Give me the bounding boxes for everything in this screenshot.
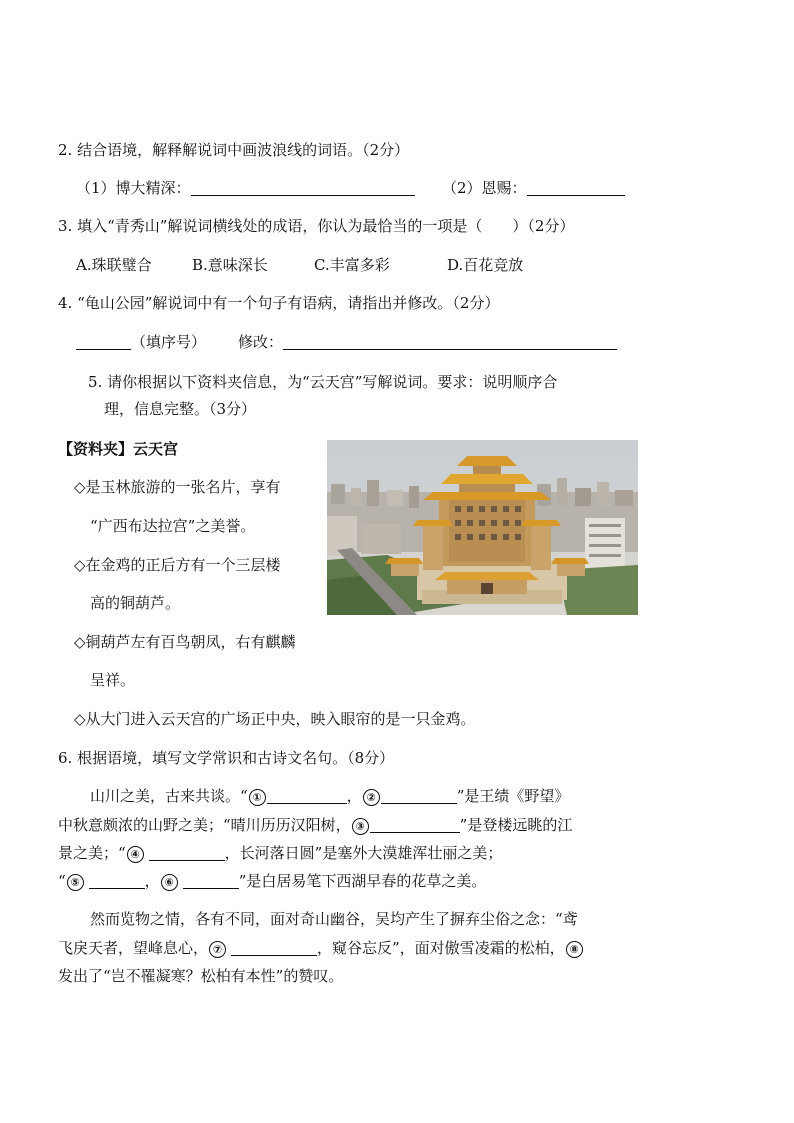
q5-line2: 理，信息完整。（3分） (104, 400, 257, 418)
q3-stem: 3. 填入“青秀山”解说词横线处的成语，你认为最恰当的一项是（ ）（2分） (58, 217, 575, 235)
q2-sub2-blank[interactable] (527, 181, 625, 196)
q6-text: ”是白居易笔下西湖早春的花草之美。 (238, 872, 487, 890)
q6-text: 山川之美，古来共谈。“ (90, 787, 248, 805)
q6-stem: 6. 根据语境，填写文学常识和古诗文名句。（8分） (58, 749, 395, 767)
q6-p1-line1 (90, 786, 569, 806)
blank-mark-4: ④ (127, 846, 144, 863)
q2-sub1-label: （1）博大精深： (76, 179, 191, 197)
q6-text: ”是登楼远眺的江 (459, 816, 573, 834)
q6-p1-line4 (58, 871, 486, 891)
q6-blank-7[interactable] (231, 941, 317, 956)
folder-bullet-2b: 高的铜葫芦。 (90, 594, 181, 612)
blank-mark-1: ① (249, 789, 266, 806)
folder-title: 【资料夹】云天宫 (58, 440, 179, 458)
q6-text: ”是王绩《野望》 (456, 787, 570, 805)
q6-blank-5[interactable] (89, 874, 145, 889)
folder-bullet-3a: ◇铜葫芦左有百鸟朝凤，右有麒麟 (74, 633, 296, 651)
q2-sub2 (442, 178, 625, 198)
q2-sub1 (76, 178, 415, 198)
yuntian-palace-photo (327, 440, 638, 615)
q6-p1-line2 (58, 815, 572, 835)
q6-blank-2[interactable] (381, 789, 457, 804)
q3-option-d[interactable]: D.百花竞放 (447, 256, 524, 274)
q6-text: ，窥谷忘反”，面对傲雪凌霜的松柏， (317, 939, 565, 957)
blank-mark-3: ③ (352, 818, 369, 835)
q4-stem: 4. “龟山公园”解说词中有一个句子有语病，请指出并修改。（2分） (58, 294, 500, 312)
q4-fix-label: 修改： (238, 333, 284, 351)
q6-text: 景之美；“ (58, 844, 126, 862)
q6-text: ，长河落日圆”是塞外大漠雄浑壮丽之美； (224, 844, 503, 862)
q6-p2-line1: 然而览物之情，各有不同，面对奇山幽谷，吴均产生了摒弃尘俗之念：“鸢 (90, 910, 578, 928)
q3-option-c[interactable]: C.丰富多彩 (314, 256, 390, 274)
folder-bullet-4: ◇从大门进入云天宫的广场正中央，映入眼帘的是一只金鸡。 (74, 710, 476, 728)
q6-text: 中秋意颇浓的山野之美；“晴川历历汉阳树， (58, 816, 351, 834)
q6-text: ， (346, 787, 362, 805)
blank-mark-2: ② (363, 789, 380, 806)
q2-stem: 2. 结合语境，解释解说词中画波浪线的词语。（2分） (58, 141, 410, 159)
q2-sub1-blank[interactable] (191, 181, 415, 196)
q6-blank-3[interactable] (370, 818, 460, 833)
q6-text: “ (58, 872, 66, 890)
q4-answer-row (76, 332, 617, 352)
q6-text: ， (144, 872, 160, 890)
q2-sub2-label: （2）恩赐： (442, 179, 527, 197)
folder-bullet-1b: “广西布达拉宫”之美誉。 (90, 517, 256, 535)
q4-seq-label: （填序号） (131, 333, 207, 351)
blank-mark-7: ⑦ (209, 941, 226, 958)
q4-seq-blank[interactable] (76, 335, 131, 350)
folder-bullet-1a: ◇是玉林旅游的一张名片，享有 (74, 478, 281, 496)
blank-mark-6: ⑥ (161, 874, 178, 891)
q6-p2-line2 (58, 938, 584, 958)
q6-blank-4[interactable] (149, 846, 225, 861)
q4-fix-blank[interactable] (283, 335, 617, 350)
q6-blank-1[interactable] (267, 789, 347, 804)
q6-p2-line3: 发出了“岂不罹凝寒？松柏有本性”的赞叹。 (58, 967, 344, 985)
q3-option-b[interactable]: B.意味深长 (192, 256, 268, 274)
q6-blank-6[interactable] (183, 874, 239, 889)
q6-p1-line3 (58, 843, 502, 863)
blank-mark-5: ⑤ (67, 874, 84, 891)
q3-option-a[interactable]: A.珠联璧合 (76, 256, 152, 274)
q6-text: 飞戾天者，望峰息心， (58, 939, 209, 957)
folder-bullet-2a: ◇在金鸡的正后方有一个三层楼 (74, 556, 281, 574)
blank-mark-8: ⑧ (566, 941, 583, 958)
q5-line1: 5. 请你根据以下资料夹信息，为“云天宫”写解说词。要求：说明顺序合 (88, 373, 558, 391)
folder-bullet-3b: 呈祥。 (90, 671, 136, 689)
